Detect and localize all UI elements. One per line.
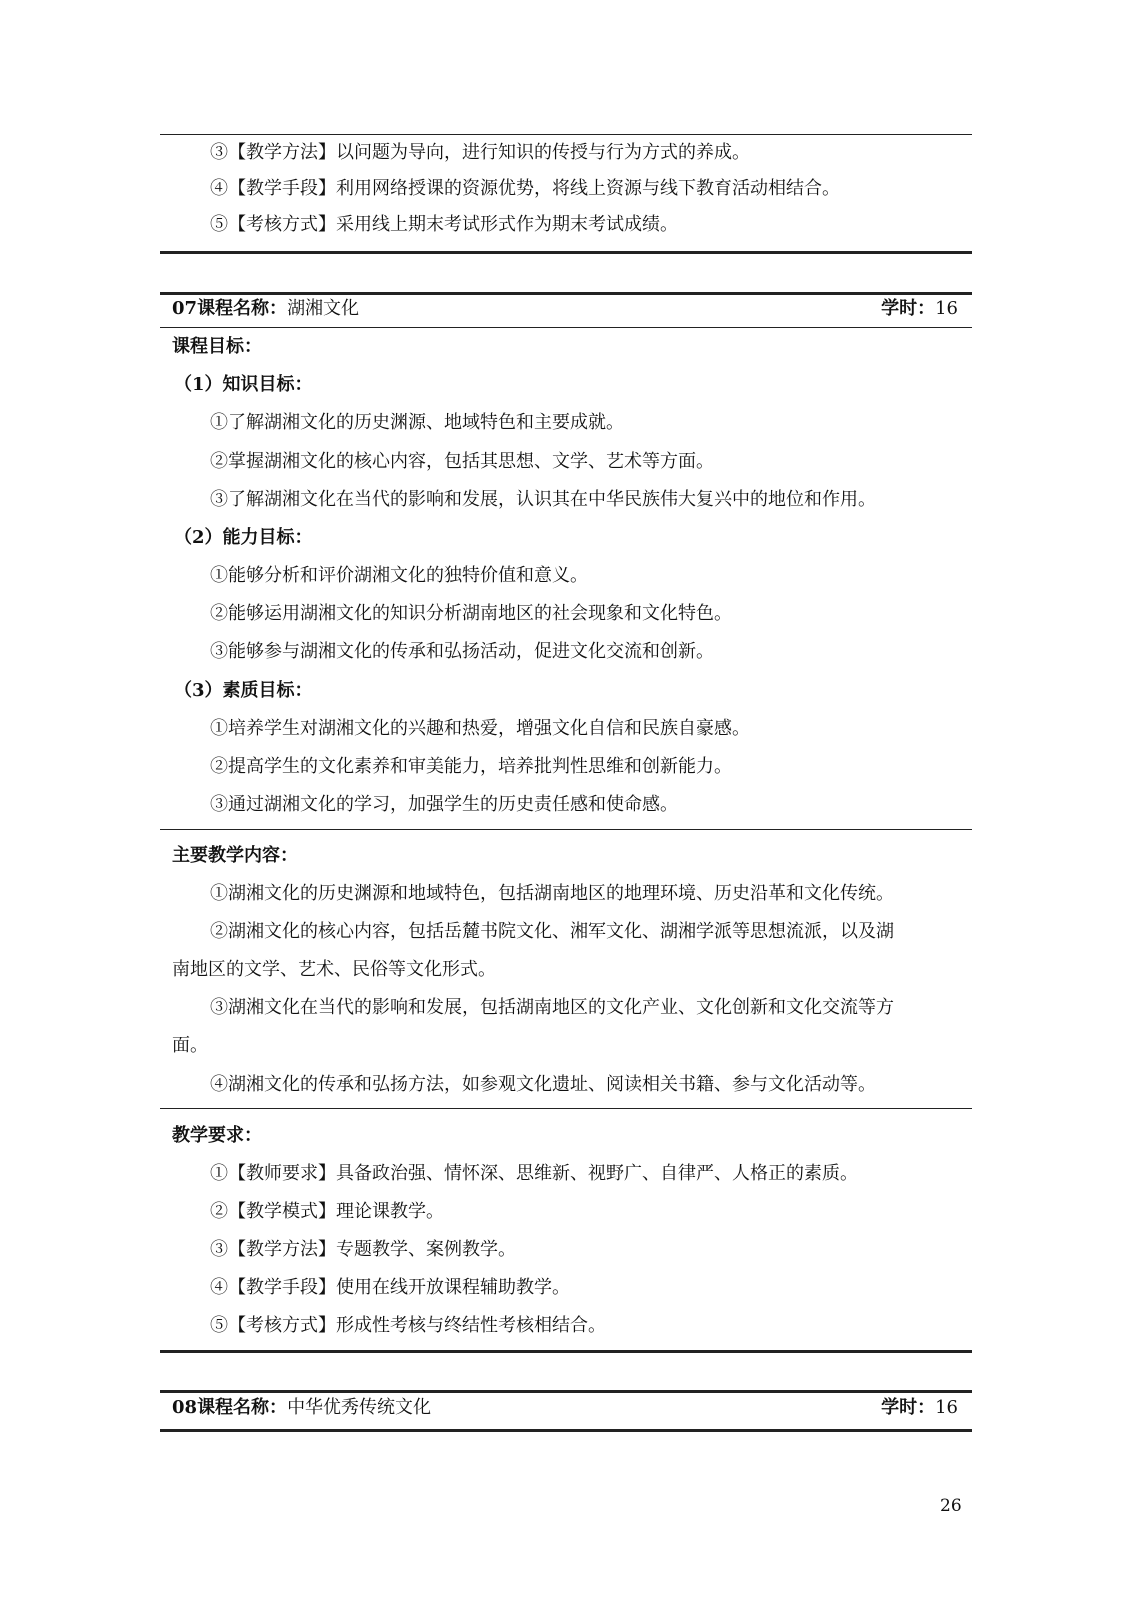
table-rule [160, 1429, 972, 1432]
course07-name-label: 课程名称： [197, 298, 288, 319]
course07-hours-value: 16 [935, 298, 958, 319]
table-rule [160, 829, 972, 830]
course08-hours-label: 学时： [881, 1397, 936, 1418]
content-title: 主要教学内容： [172, 845, 298, 866]
course08-hours-value: 16 [935, 1397, 958, 1418]
prev-item-3: ③【教学方法】以问题为导向，进行知识的传授与行为方式的养成。 [210, 142, 750, 163]
prev-item-5: ⑤【考核方式】采用线上期末考试形式作为期末考试成绩。 [210, 214, 678, 235]
prev-item-4: ④【教学手段】利用网络授课的资源优势，将线上资源与线下教育活动相结合。 [210, 178, 840, 199]
knowledge-item: ③了解湖湘文化在当代的影响和发展，认识其在中华民族伟大复兴中的地位和作用。 [210, 489, 876, 510]
knowledge-item: ②掌握湖湘文化的核心内容，包括其思想、文学、艺术等方面。 [210, 451, 714, 472]
knowledge-title: （1）知识目标： [174, 374, 313, 395]
table-rule [160, 134, 972, 135]
course07-number: 07 [172, 298, 198, 319]
quality-item: ③通过湖湘文化的学习，加强学生的历史责任感和使命感。 [210, 794, 678, 815]
requirement-item: ③【教学方法】专题教学、案例教学。 [210, 1239, 516, 1260]
ability-item: ②能够运用湖湘文化的知识分析湖南地区的社会现象和文化特色。 [210, 603, 732, 624]
course08-name-label: 课程名称： [197, 1397, 288, 1418]
course08-number: 08 [172, 1397, 198, 1418]
requirement-item: ④【教学手段】使用在线开放课程辅助教学。 [210, 1277, 570, 1298]
requirements-title: 教学要求： [172, 1125, 262, 1146]
course08-name: 中华优秀传统文化 [287, 1397, 432, 1418]
course07-header [160, 297, 972, 321]
knowledge-item: ①了解湖湘文化的历史渊源、地域特色和主要成就。 [210, 412, 624, 433]
goals-title: 课程目标： [172, 336, 262, 357]
course08-header [160, 1396, 972, 1420]
content-item: ③湖湘文化在当代的影响和发展，包括湖南地区的文化产业、文化创新和文化交流等方 [210, 997, 894, 1018]
content-item-continued: 南地区的文学、艺术、民俗等文化形式。 [172, 959, 496, 980]
course07-hours [881, 297, 958, 321]
requirement-item: ②【教学模式】理论课教学。 [210, 1201, 444, 1222]
table-rule [160, 1350, 972, 1353]
course07-hours-label: 学时： [881, 298, 936, 319]
ability-item: ①能够分析和评价湖湘文化的独特价值和意义。 [210, 565, 588, 586]
page-number: 26 [940, 1496, 962, 1516]
table-rule [160, 292, 972, 295]
quality-item: ①培养学生对湖湘文化的兴趣和热爱，增强文化自信和民族自豪感。 [210, 718, 750, 739]
course07-title [172, 297, 359, 321]
table-rule [160, 327, 972, 328]
course08-hours [881, 1396, 958, 1420]
table-rule [160, 251, 972, 254]
ability-title: （2）能力目标： [174, 527, 313, 548]
content-item: ①湖湘文化的历史渊源和地域特色，包括湖南地区的地理环境、历史沿革和文化传统。 [210, 883, 894, 904]
ability-item: ③能够参与湖湘文化的传承和弘扬活动，促进文化交流和创新。 [210, 641, 714, 662]
quality-title: （3）素质目标： [174, 680, 313, 701]
table-rule [160, 1390, 972, 1393]
requirement-item: ⑤【考核方式】形成性考核与终结性考核相结合。 [210, 1315, 606, 1336]
content-item: ②湖湘文化的核心内容，包括岳麓书院文化、湘军文化、湖湘学派等思想流派，以及湖 [210, 921, 894, 942]
course07-name: 湖湘文化 [287, 298, 360, 319]
content-item: ④湖湘文化的传承和弘扬方法，如参观文化遗址、阅读相关书籍、参与文化活动等。 [210, 1074, 876, 1095]
quality-item: ②提高学生的文化素养和审美能力，培养批判性思维和创新能力。 [210, 756, 732, 777]
table-rule [160, 1108, 972, 1109]
course08-title [172, 1396, 431, 1420]
requirement-item: ①【教师要求】具备政治强、情怀深、思维新、视野广、自律严、人格正的素质。 [210, 1163, 858, 1184]
content-item-continued: 面。 [172, 1035, 208, 1056]
